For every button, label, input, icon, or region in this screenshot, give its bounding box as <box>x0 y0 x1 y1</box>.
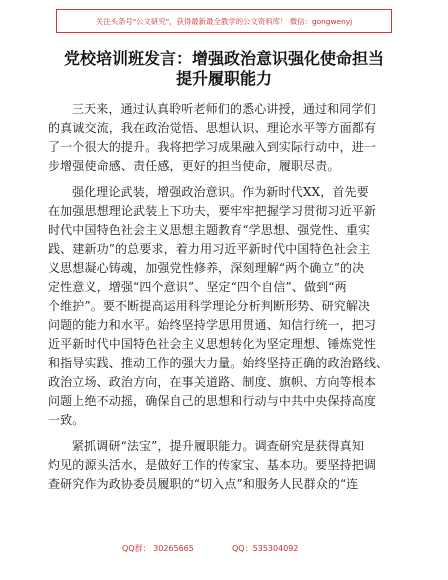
paragraph-line: 的真诚交流，我在政治觉悟、思想认识、理论水平等方面都有 <box>48 121 377 135</box>
paragraph-line: 在加强思想理论武装上下功夫，要牢牢把握学习贯彻习近平新 <box>48 204 377 218</box>
paragraph-line: 政治立场、政治方向，在事关道路、制度、旗帜、方向等根本 <box>48 375 377 389</box>
paragraph-line: 强化理论武装，增强政治意识。作为新时代XX，首先要 <box>72 185 369 199</box>
paragraph-line: 义思想凝心铸魂，加强党性修养，深刻理解“两个确立”的决 <box>48 261 365 275</box>
document-title <box>40 49 408 89</box>
document-title-line-1: 党校培训班发言：增强政治意识强化使命担当 <box>63 49 384 68</box>
header-banner <box>56 9 392 33</box>
paragraph-line: 了一个很大的提升。我将把学习成果融入到实际行动中，进一 <box>48 140 377 154</box>
footer-qq-group: QQ群： 30265665 <box>122 544 194 553</box>
paragraph-line: 查研究作为政协委员履职的“切入点”和服务人民群众的“连 <box>48 477 359 491</box>
paragraph-line: 问题上绝不动摇，确保自己的思想和行动与中共中央保持高度 <box>48 394 377 408</box>
paragraph-line: 近平新时代中国特色社会主义思想转化为坚定理想、锤炼党性 <box>48 337 377 351</box>
paragraph-line: 时代中国特色社会主义思想主题教育“学思想、强党性、重实 <box>48 223 371 237</box>
paragraph-line: 个维护”。要不断提高运用科学理论分析判断形势、研究解决 <box>48 299 371 313</box>
header-banner-text: 关注头条号"公文研究"，获得最新最全教学的公文资料库！ 微信：gongwenyj <box>95 16 353 26</box>
paragraph-line: 步增强使命感、责任感，更好的担当使命，履职尽责。 <box>48 159 340 173</box>
document-body <box>48 100 396 501</box>
document-title-line-2: 提升履职能力 <box>175 69 272 88</box>
paragraph-1 <box>48 100 396 176</box>
paragraph-line: 定性意义，增强“四个意识”、坚定“四个自信”、做到“两 <box>48 280 347 294</box>
paragraph-line: 灼见的源头活水，是做好工作的传家宝、基本功。要坚持把调 <box>48 458 377 472</box>
paragraph-2 <box>48 183 396 430</box>
paragraph-line: 一致。 <box>48 413 85 427</box>
paragraph-line: 问题的能力和水平。始终坚持学思用贯通、知信行统一，把习 <box>48 318 377 332</box>
paragraph-line: 紧抓调研“法宝”，提升履职能力。调查研究是获得真知 <box>72 439 365 453</box>
paragraph-3 <box>48 437 396 494</box>
paragraph-line: 三天来，通过认真聆听老师们的悉心讲授，通过和同学们 <box>72 102 376 116</box>
paragraph-line: 践、建新功”的总要求，着力用习近平新时代中国特色社会主 <box>48 242 371 256</box>
footer-qq-number: QQ：535304092 <box>232 544 299 553</box>
paragraph-line: 和指导实践、推动工作的强大力量。始终坚持正确的政治路线、 <box>48 356 389 370</box>
